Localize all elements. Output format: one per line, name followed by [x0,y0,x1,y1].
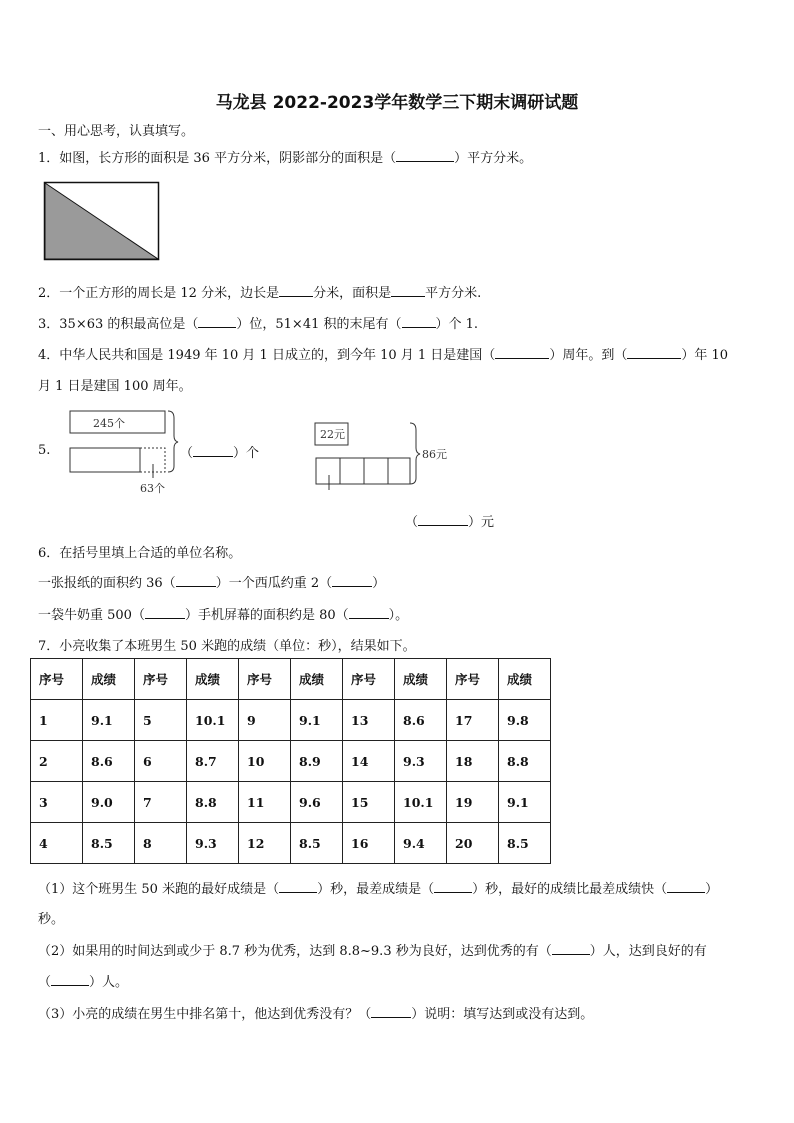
header-cell: 成绩 [187,659,239,700]
table-cell: 8.9 [291,741,343,782]
table-cell: 8.6 [83,741,135,782]
question-6-heading: 6．在括号里填上合适的单位名称。 [38,546,242,561]
q5-answer-2 [405,511,494,530]
bar-diagram-figure [68,408,188,498]
header-cell: 序号 [135,659,187,700]
question-6-line-2 [38,604,408,623]
header-cell: 成绩 [83,659,135,700]
answer-blank[interactable] [627,346,681,359]
question-2 [38,282,481,301]
table-cell: 5 [135,700,187,741]
table-cell: 9.1 [291,700,343,741]
q7-text: ）说明：填写达到或没有达到。 [411,1007,594,1022]
header-cell: 序号 [31,659,83,700]
answer-blank[interactable] [495,346,549,359]
q6-text: 一张报纸的面积约 36（ [38,576,176,591]
table-cell: 10.1 [187,700,239,741]
answer-blank[interactable] [552,942,590,955]
q2-text: 2．一个正方形的周长是 12 分米，边长是 [38,286,280,301]
table-cell: 13 [343,700,395,741]
table-cell: 20 [447,823,499,864]
table-cell: 3 [31,782,83,823]
shaded-rectangle-figure [44,182,160,260]
table-cell: 10.1 [395,782,447,823]
header-cell: 序号 [239,659,291,700]
table-cell: 9.1 [499,782,551,823]
paren: ）个 [233,446,260,461]
paren: （ [405,515,419,530]
q4-text: ）周年。到（ [549,348,628,363]
answer-blank[interactable] [667,880,705,893]
brace [168,411,178,472]
q6-text: ）。 [388,608,409,623]
q7-text: （3）小亮的成绩在男生中排名第十，他达到优秀没有？（ [38,1007,372,1022]
answer-blank[interactable] [332,574,372,587]
price-diagram-figure [312,420,452,495]
table-cell: 8.6 [395,700,447,741]
table-cell: 6 [135,741,187,782]
paren: ）元 [468,515,495,530]
table-cell: 2 [31,741,83,782]
answer-blank[interactable] [371,1005,411,1018]
table-cell: 1 [31,700,83,741]
question-6-line-1 [38,572,385,591]
q3-text: ）位，51×41 积的末尾有（ [236,317,402,332]
label-22-yuan: 22元 [320,428,345,441]
q7-text: （ [38,975,52,990]
question-4-line-1 [38,344,728,363]
table-cell: 9 [239,700,291,741]
answer-blank[interactable] [279,284,313,297]
answer-blank[interactable] [391,284,425,297]
table-cell: 9.4 [395,823,447,864]
question-7-sub-2-cont [38,971,128,990]
table-row [31,741,551,782]
answer-blank[interactable] [418,513,468,526]
table-cell: 8.5 [499,823,551,864]
question-7-heading: 7．小亮收集了本班男生 50 米跑的成绩（单位：秒），结果如下。 [38,639,416,654]
q2-text: 分米，面积是 [313,286,392,301]
header-cell: 成绩 [395,659,447,700]
table-cell: 15 [343,782,395,823]
q2-text: 平方分米. [425,286,482,301]
answer-blank[interactable] [145,606,185,619]
question-7-sub-3 [38,1003,593,1022]
answer-blank[interactable] [402,315,436,328]
answer-blank[interactable] [176,574,216,587]
page-title: 马龙县 2022-2023学年数学三下期末调研试题 [215,93,579,113]
table-cell: 9.3 [187,823,239,864]
table-cell: 18 [447,741,499,782]
answer-blank[interactable] [279,880,317,893]
q7-text: ）秒，最好的成绩比最差成绩快（ [472,882,668,897]
q6-text: ） [372,576,386,591]
q4-text: ）年 10 [681,348,729,363]
table-cell: 9.0 [83,782,135,823]
table-cell: 16 [343,823,395,864]
table-cell: 12 [239,823,291,864]
header-cell: 序号 [343,659,395,700]
label-86-yuan: 86元 [422,448,447,461]
answer-blank[interactable] [51,973,89,986]
table-cell: 8.8 [187,782,239,823]
table-header-row [31,659,551,700]
table-cell: 8.8 [499,741,551,782]
answer-blank[interactable] [396,149,454,162]
table-cell: 7 [135,782,187,823]
q5-answer-1 [180,442,259,461]
table-row [31,823,551,864]
table-row [31,700,551,741]
header-cell: 成绩 [499,659,551,700]
q7-text: ）秒，最差成绩是（ [317,882,435,897]
q4-text: 4．中华人民共和国是 1949 年 10 月 1 日成立的，到今年 10 月 1 日是建国（ [38,348,496,363]
question-3 [38,313,478,332]
q6-text: ）一个西瓜约重 2（ [215,576,333,591]
question-7-sub-1 [38,878,718,897]
score-table [30,658,551,864]
answer-blank[interactable] [198,315,236,328]
answer-blank[interactable] [349,606,389,619]
q7-text: ）人。 [89,975,129,990]
table-cell: 14 [343,741,395,782]
table-cell: 9.6 [291,782,343,823]
label-245: 245个 [93,417,125,430]
question-4-line-2: 月 1 日是建国 100 周年。 [38,379,192,394]
q6-text: 一袋牛奶重 500（ [38,608,145,623]
table-cell: 4 [31,823,83,864]
question-7-sub-1-cont: 秒。 [38,912,65,927]
question-1 [38,147,532,166]
q3-text: 3．35×63 的积最高位是（ [38,317,199,332]
q1-text: 1．如图，长方形的面积是 36 平方分米，阴影部分的面积是（ [38,151,397,166]
table-cell: 8.5 [83,823,135,864]
table-cell: 17 [447,700,499,741]
q7-text: ）人，达到良好的有 [589,944,707,959]
q7-text: （2）如果用的时间达到或少于 8.7 秒为优秀，达到 8.8~9.3 秒为良好，达到优秀的有（ [38,944,552,959]
q7-text: ） [705,882,719,897]
table-cell: 11 [239,782,291,823]
q1-text-end: ）平方分米。 [454,151,533,166]
answer-blank[interactable] [434,880,472,893]
table-cell: 9.3 [395,741,447,782]
table-cell: 9.1 [83,700,135,741]
q6-text: ）手机屏幕的面积约是 80（ [184,608,349,623]
question-7-sub-2 [38,940,707,959]
header-cell: 序号 [447,659,499,700]
section-heading: 一、用心思考，认真填写。 [38,124,195,139]
table-cell: 9.8 [499,700,551,741]
paren: （ [180,446,194,461]
header-cell: 成绩 [291,659,343,700]
brace [410,423,420,484]
answer-blank[interactable] [193,444,233,457]
table-cell: 8.5 [291,823,343,864]
table-cell: 8.7 [187,741,239,782]
question-5-number: 5. [38,443,51,458]
table-cell: 8 [135,823,187,864]
label-63: 63个 [140,482,165,495]
table-row [31,782,551,823]
table-cell: 10 [239,741,291,782]
q7-text: （1）这个班男生 50 米跑的最好成绩是（ [38,882,280,897]
table-cell: 19 [447,782,499,823]
q3-text: ）个 1. [435,317,479,332]
